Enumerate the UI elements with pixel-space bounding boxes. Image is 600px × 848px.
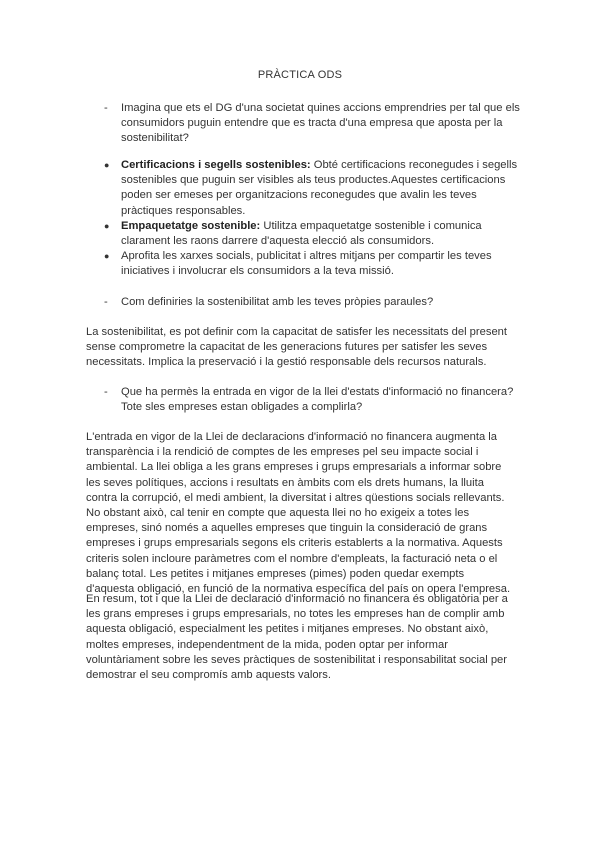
question-text-3: Que ha permès la entrada en vigor de la llei d'estats d'informació no financera? Tote sles empreses estan obligades a complirla? [121, 386, 514, 414]
question-text-2: Com definiries la sostenibilitat amb les teves pròpies paraules? [121, 296, 434, 308]
bullet-label-2: Empaquetatge sostenible: [121, 220, 261, 232]
bullet-label-1: Certificacions i segells sostenibles: [121, 159, 311, 171]
page-title: PRÀCTICA ODS [257, 69, 343, 81]
answer-law-part1: L'entrada en vigor de la Llei de declaracions d'informació no financera augmenta la transparència i la rendició de comptes de les empreses pel seu impacte social i ambiental. La llei obliga a les grans empreses i grups empresarials a informar sobre les seves polítiques, accions i resultats en àmbits com els drets humans, la lluita contra la corrupció, el medi ambient, la diversitat i altres qüestions socials rellevants. No obstant això, cal tenir en compte que aquesta llei no ho exigeix a totes les empreses, sinó només a aquelles empreses que tinguin la consideració de grans empreses i grups empresarials segons els criteris establerts a la normativa. Aquests criteris solen incloure paràmetres com el nombre d'empleats, la facturació neta o el balanç total. Les petites i mitjanes empreses (pimes) poden quedar exempts d'aquesta obligació, en funció de la normativa específica del país on opera l'empresa. [86, 431, 511, 596]
bullet-text-2 [121, 219, 525, 249]
bullet-marker: ● [104, 251, 110, 261]
question-text-1: Imagina que ets el DG d'una societat quines accions emprendries per tal que els consumidors puguin entendre que es tracta d'una empresa que aposta per la sostenibilitat? [121, 102, 520, 145]
dash-marker: - [104, 296, 108, 308]
answer-law-part2: En resum, tot i que la Llei de declaració d'informació no financera és obligatòria per a les grans empreses i grups empresarials, no totes les empreses han de complir amb aquesta obligació, especialment les petites i mitjanes empreses. No obstant això, moltes empreses, independentment de la mida, poden optar per informar voluntàriament sobre les seves pràctiques de sostenibilitat i responsabilitat social per demostrar el seu compromís amb aquests valors. [86, 593, 508, 682]
bullet-text-3: Aprofita les xarxes socials, publicitat i altres mitjans per compartir les teves iniciatives i involucrar els consumidors a la teva missió. [121, 250, 492, 278]
bullet-body-1: Obté certificacions reconegudes i segells sostenibles que puguin ser visibles als teus productes.Aquestes certificacions poden ser emeses per organitzacions reconegudes que avalin les teves pràctiques responsables. [121, 159, 518, 217]
dash-marker: - [104, 386, 108, 398]
dash-marker: - [104, 102, 108, 114]
bullet-text-1 [121, 158, 525, 219]
bullet-body-2: Utilitza empaquetatge sostenible i comunica clarament les raons darrere d'aquesta elecció als consumidors. [121, 220, 482, 248]
bullet-marker: ● [104, 221, 110, 231]
answer-sustainability: La sostenibilitat, es pot definir com la capacitat de satisfer les necessitats del present sense comprometre la capacitat de les generacions futures per satisfer les seves necessitats. Implica la preservació i la gestió responsable dels recursos naturals. [86, 326, 507, 369]
bullet-marker: ● [104, 160, 110, 170]
